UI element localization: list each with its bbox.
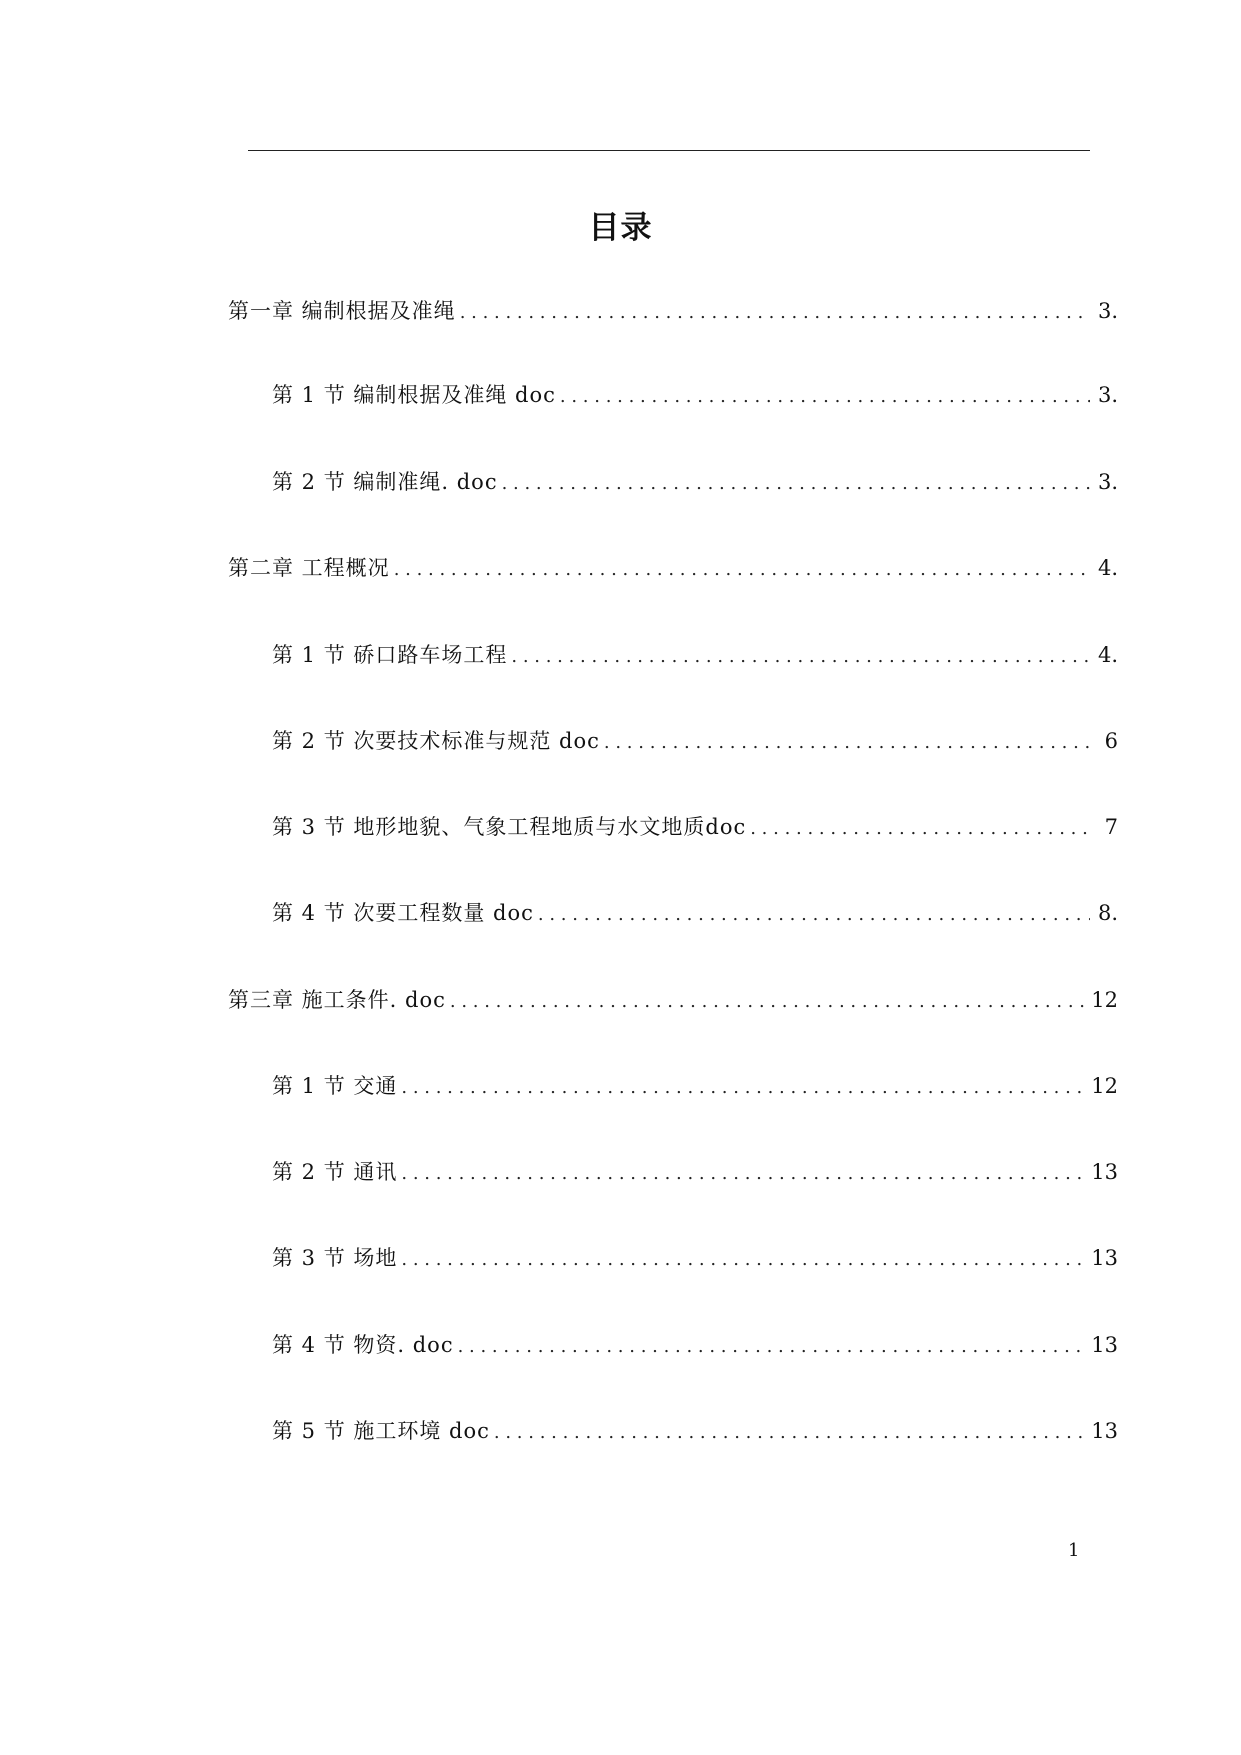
toc-entry-section[interactable] — [272, 1243, 1118, 1273]
toc-entry-section[interactable] — [272, 467, 1118, 497]
toc-dot-leader — [460, 298, 1090, 328]
toc-page-number: 12 — [1091, 1074, 1118, 1098]
toc-entry-section[interactable] — [272, 1157, 1118, 1187]
toc-page-number: 13 — [1091, 1246, 1118, 1270]
toc-entry-label: 第三章 施工条件. doc — [228, 988, 446, 1012]
toc-dot-leader — [450, 987, 1087, 1017]
toc-entry-label: 第二章 工程概况 — [228, 556, 390, 580]
toc-page-number: 13 — [1091, 1333, 1118, 1357]
toc-dot-leader — [750, 814, 1090, 844]
toc-entry-section[interactable] — [272, 1330, 1118, 1360]
toc-page-number: 8. — [1097, 901, 1118, 925]
toc-entry-chapter-2[interactable] — [228, 553, 1118, 583]
toc-entry-section[interactable] — [272, 726, 1118, 756]
toc-dot-leader — [511, 642, 1090, 672]
toc-entry-label: 第 5 节 施工环境 doc — [272, 1419, 490, 1443]
toc-entry-label: 第 1 节 硚口路车场工程 — [272, 643, 508, 667]
toc-entry-label: 第 1 节 交通 — [272, 1074, 398, 1098]
toc-page-number: 4. — [1097, 556, 1118, 580]
toc-entry-label: 第 3 节 场地 — [272, 1246, 398, 1270]
toc-entry-label: 第一章 编制根据及准绳 — [228, 299, 456, 323]
toc-dot-leader — [401, 1245, 1087, 1275]
toc-page-number: 13 — [1091, 1419, 1118, 1443]
toc-entry-section[interactable] — [272, 640, 1118, 670]
toc-entry-label: 第 2 节 编制准绳. doc — [272, 470, 498, 494]
toc-page-number: 7 — [1104, 815, 1118, 839]
toc-entry-label: 第 1 节 编制根据及准绳 doc — [272, 383, 556, 407]
toc-entry-chapter-3[interactable] — [228, 985, 1118, 1015]
toc-title: 目录 — [588, 210, 653, 246]
toc-dot-leader — [502, 469, 1090, 499]
toc-entry-label: 第 3 节 地形地貌、气象工程地质与水文地质doc — [272, 815, 747, 839]
page-number: 1 — [1068, 1540, 1080, 1561]
toc-dot-leader — [560, 382, 1090, 412]
toc-entry-label: 第 2 节 次要技术标准与规范 doc — [272, 729, 600, 753]
toc-entry-label: 第 4 节 物资. doc — [272, 1333, 454, 1357]
toc-page-number: 3. — [1097, 470, 1118, 494]
toc-page-number: 13 — [1091, 1160, 1118, 1184]
toc-entry-label: 第 2 节 通讯 — [272, 1160, 398, 1184]
toc-dot-leader — [401, 1073, 1087, 1103]
toc-page-number: 4. — [1097, 643, 1118, 667]
toc-dot-leader — [401, 1159, 1087, 1189]
toc-dot-leader — [494, 1418, 1087, 1448]
toc-entry-section[interactable] — [272, 898, 1118, 928]
toc-page-number: 6 — [1104, 729, 1118, 753]
toc-entry-section[interactable] — [272, 1416, 1118, 1446]
toc-dot-leader — [604, 728, 1090, 758]
toc-dot-leader — [394, 555, 1090, 585]
toc-entry-section[interactable] — [272, 380, 1118, 410]
toc-dot-leader — [538, 900, 1090, 930]
toc-entry-section[interactable] — [272, 812, 1118, 842]
toc-page-number: 3. — [1097, 383, 1118, 407]
toc-dot-leader — [458, 1332, 1088, 1362]
toc-page-number: 12 — [1091, 988, 1118, 1012]
toc-page-number: 3. — [1097, 299, 1118, 323]
toc-entry-label: 第 4 节 次要工程数量 doc — [272, 901, 534, 925]
toc-entry-section[interactable] — [272, 1071, 1118, 1101]
toc-entry-chapter-1[interactable] — [228, 296, 1118, 326]
